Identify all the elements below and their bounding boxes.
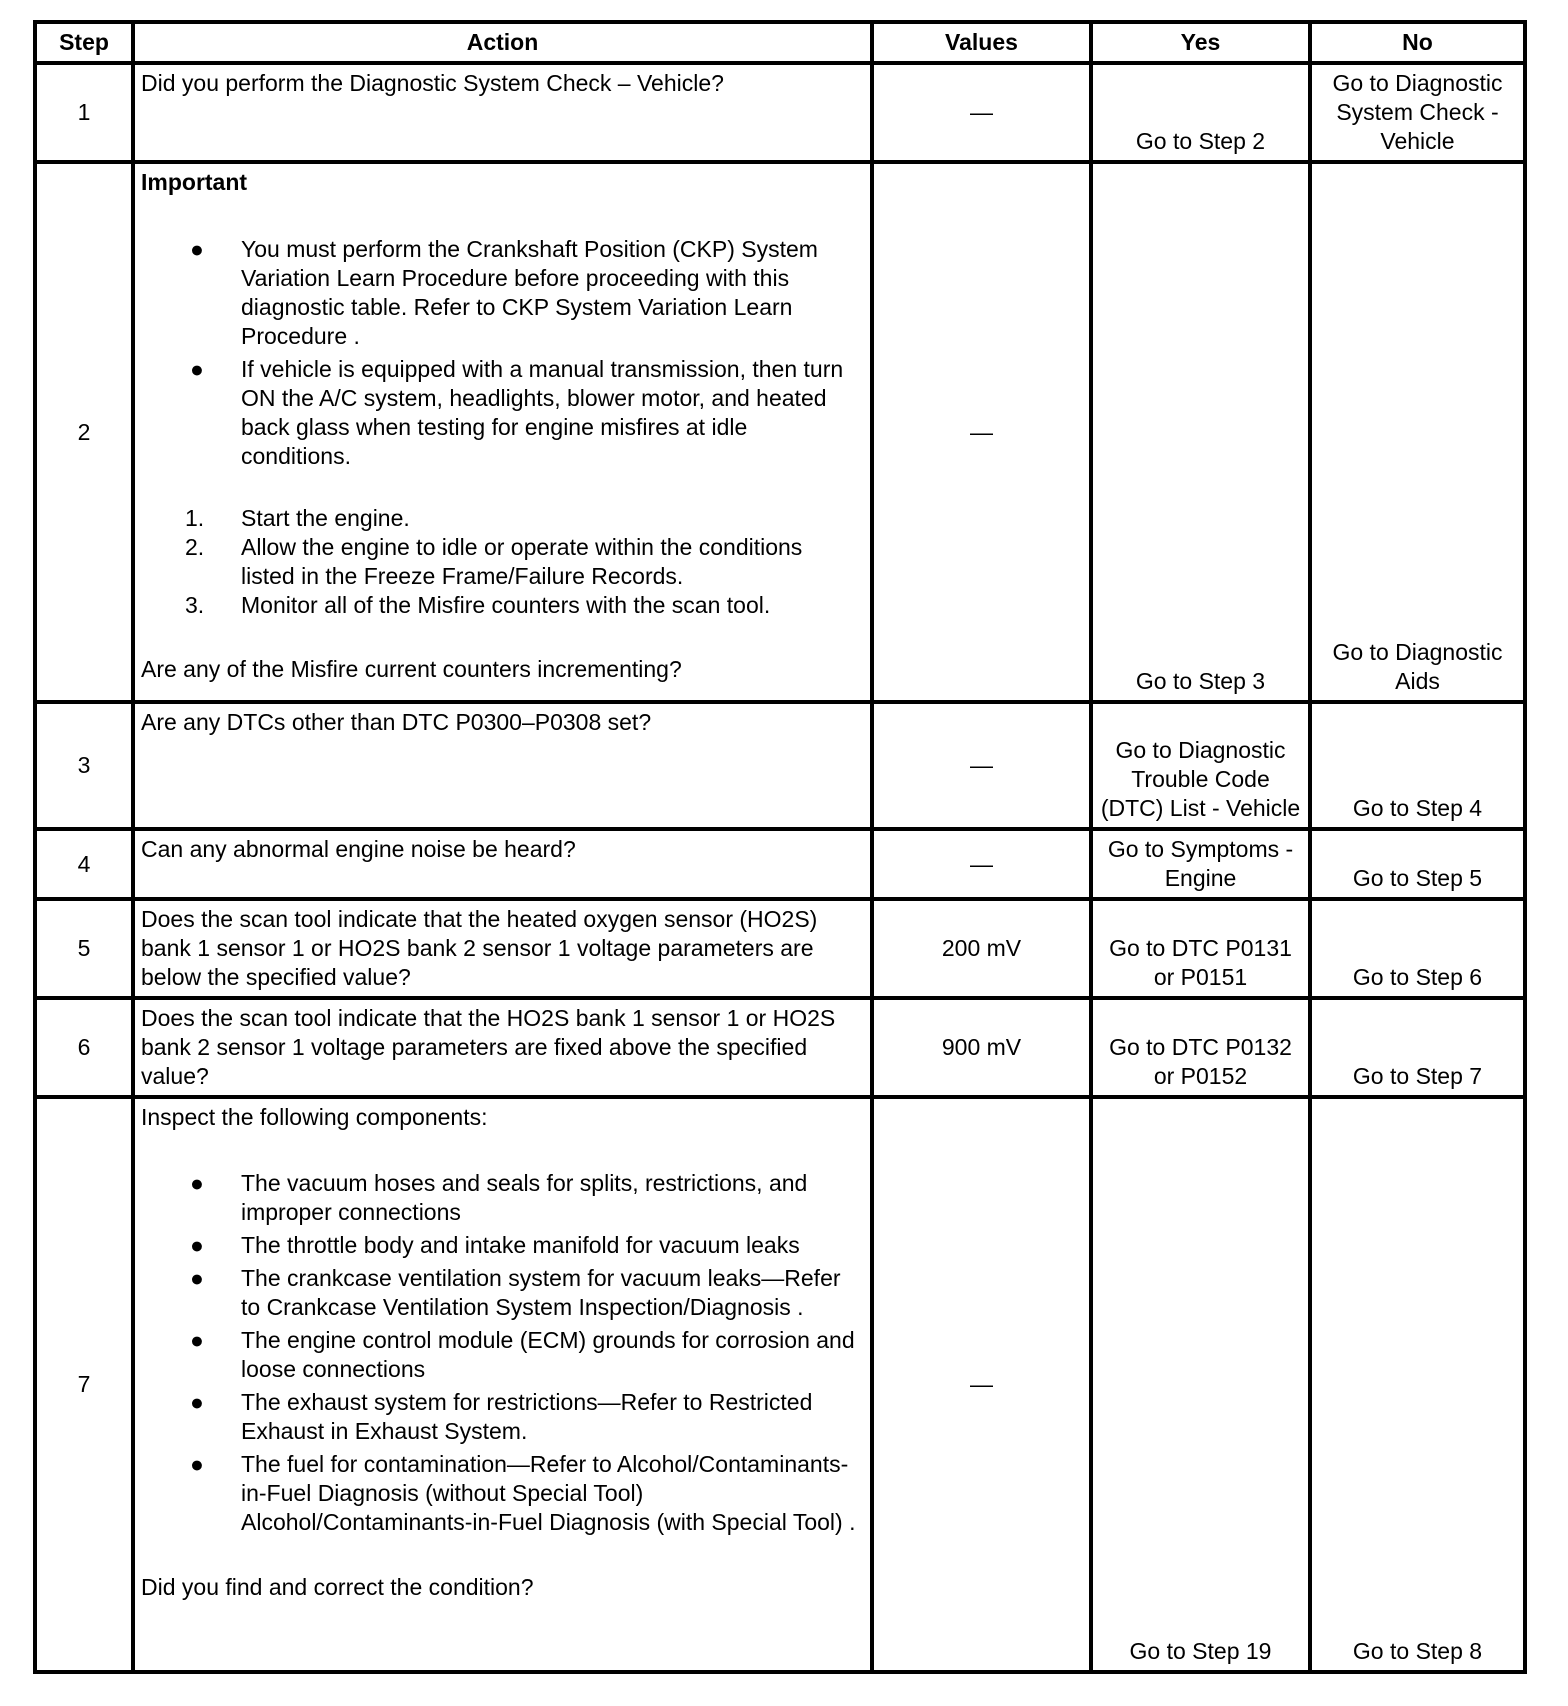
list-item [141,1169,862,1227]
action-cell [133,162,872,702]
list-item-text: The throttle body and intake manifold for vacuum leaks [241,1232,800,1258]
list-item [141,504,862,533]
list-item [141,1231,862,1260]
yes-cell: Go to DTC P0131 or P0151 [1091,899,1310,998]
value-cell: — [872,829,1091,899]
action-question: Does the scan tool indicate that the heated oxygen sensor (HO2S) bank 1 sensor 1 or HO2S bank 2 sensor 1 voltage parameters are below the specified value? [141,906,818,990]
no-cell: Go to Diagnostic System Check - Vehicle [1310,63,1525,162]
inspection-bullet-list [141,1169,862,1537]
list-item-text: Start the engine. [241,505,410,531]
yes-cell: Go to Symptoms - Engine [1091,829,1310,899]
no-cell: Go to Step 7 [1310,998,1525,1097]
bullet-icon: ● [190,356,204,382]
list-item-text: You must perform the Crankshaft Position (CKP) System Variation Learn Procedure before proceeding with this diagnostic table. Refer to CKP System Variation Learn Procedure . [241,236,818,349]
no-cell: Go to Step 8 [1310,1097,1525,1672]
list-number: 3. [185,592,205,618]
table-row-step-7 [35,1097,1525,1672]
list-item [141,235,862,351]
value-cell: — [872,702,1091,829]
action-question: Did you perform the Diagnostic System Check – Vehicle? [141,70,724,96]
yes-cell: Go to Step 19 [1091,1097,1310,1672]
bullet-icon: ● [190,1327,204,1353]
important-bullet-list [141,235,862,471]
header-row [35,22,1525,63]
list-item-text: The crankcase ventilation system for vacuum leaks—Refer to Crankcase Ventilation System Inspection/Diagnosis . [241,1265,841,1320]
header-yes: Yes [1091,22,1310,63]
action-cell [133,702,872,829]
list-item-text: The fuel for contamination—Refer to Alcohol/Contaminants-in-Fuel Diagnosis (without Special Tool) Alcohol/Contaminants-in-Fuel Diagnosis (with Special Tool) . [241,1451,856,1535]
value-cell: — [872,1097,1091,1672]
list-item [141,1450,862,1537]
header-values: Values [872,22,1091,63]
action-question: Can any abnormal engine noise be heard? [141,836,576,862]
list-number: 1. [185,505,205,531]
value-cell: 200 mV [872,899,1091,998]
yes-cell: Go to Diagnostic Trouble Code (DTC) List - Vehicle [1091,702,1310,829]
list-item [141,355,862,471]
bullet-icon: ● [190,1170,204,1196]
table-row-step-1 [35,63,1525,162]
action-cell [133,1097,872,1672]
diagnostic-table [33,20,1527,1674]
table-row-step-6 [35,998,1525,1097]
list-item [141,1388,862,1446]
no-cell: Go to Step 4 [1310,702,1525,829]
value-cell: — [872,162,1091,702]
yes-cell: Go to Step 3 [1091,162,1310,702]
list-item-text: Monitor all of the Misfire counters with the scan tool. [241,592,771,618]
list-number: 2. [185,534,205,560]
bullet-icon: ● [190,1451,204,1477]
action-question: Did you find and correct the condition? [141,1574,534,1600]
procedure-steps-list [141,504,862,620]
step-number: 4 [35,829,133,899]
no-cell: Go to Step 5 [1310,829,1525,899]
table-row-step-2 [35,162,1525,702]
list-item [141,1264,862,1322]
important-heading: Important [141,169,248,195]
bullet-icon: ● [190,1232,204,1258]
action-question: Are any DTCs other than DTC P0300–P0308 set? [141,709,652,735]
bullet-icon: ● [190,1265,204,1291]
action-intro: Inspect the following components: [141,1104,488,1130]
table-row-step-3 [35,702,1525,829]
bullet-icon: ● [190,1389,204,1415]
header-no: No [1310,22,1525,63]
value-cell: — [872,63,1091,162]
step-number: 7 [35,1097,133,1672]
step-number: 2 [35,162,133,702]
table-row-step-4 [35,829,1525,899]
step-number: 6 [35,998,133,1097]
list-item-text: Allow the engine to idle or operate within the conditions listed in the Freeze Frame/Failure Records. [241,534,803,589]
no-cell: Go to Diagnostic Aids [1310,162,1525,702]
list-item-text: The engine control module (ECM) grounds for corrosion and loose connections [241,1327,855,1382]
action-cell [133,899,872,998]
step-number: 1 [35,63,133,162]
header-action: Action [133,22,872,63]
yes-cell: Go to DTC P0132 or P0152 [1091,998,1310,1097]
yes-cell: Go to Step 2 [1091,63,1310,162]
header-step: Step [35,22,133,63]
action-question: Are any of the Misfire current counters incrementing? [141,656,682,682]
step-number: 3 [35,702,133,829]
no-cell: Go to Step 6 [1310,899,1525,998]
action-cell [133,63,872,162]
table-row-step-5 [35,899,1525,998]
action-cell [133,829,872,899]
list-item-text: The vacuum hoses and seals for splits, restrictions, and improper connections [241,1170,808,1225]
value-cell: 900 mV [872,998,1091,1097]
list-item-text: The exhaust system for restrictions—Refer to Restricted Exhaust in Exhaust System. [241,1389,813,1444]
step-number: 5 [35,899,133,998]
list-item [141,1326,862,1384]
list-item [141,591,862,620]
action-question: Does the scan tool indicate that the HO2S bank 1 sensor 1 or HO2S bank 2 sensor 1 voltage parameters are fixed above the specified value? [141,1005,836,1089]
list-item [141,533,862,591]
list-item-text: If vehicle is equipped with a manual transmission, then turn ON the A/C system, headlights, blower motor, and heated back glass when testing for engine misfires at idle conditions. [241,356,844,469]
bullet-icon: ● [190,236,204,262]
action-cell [133,998,872,1097]
